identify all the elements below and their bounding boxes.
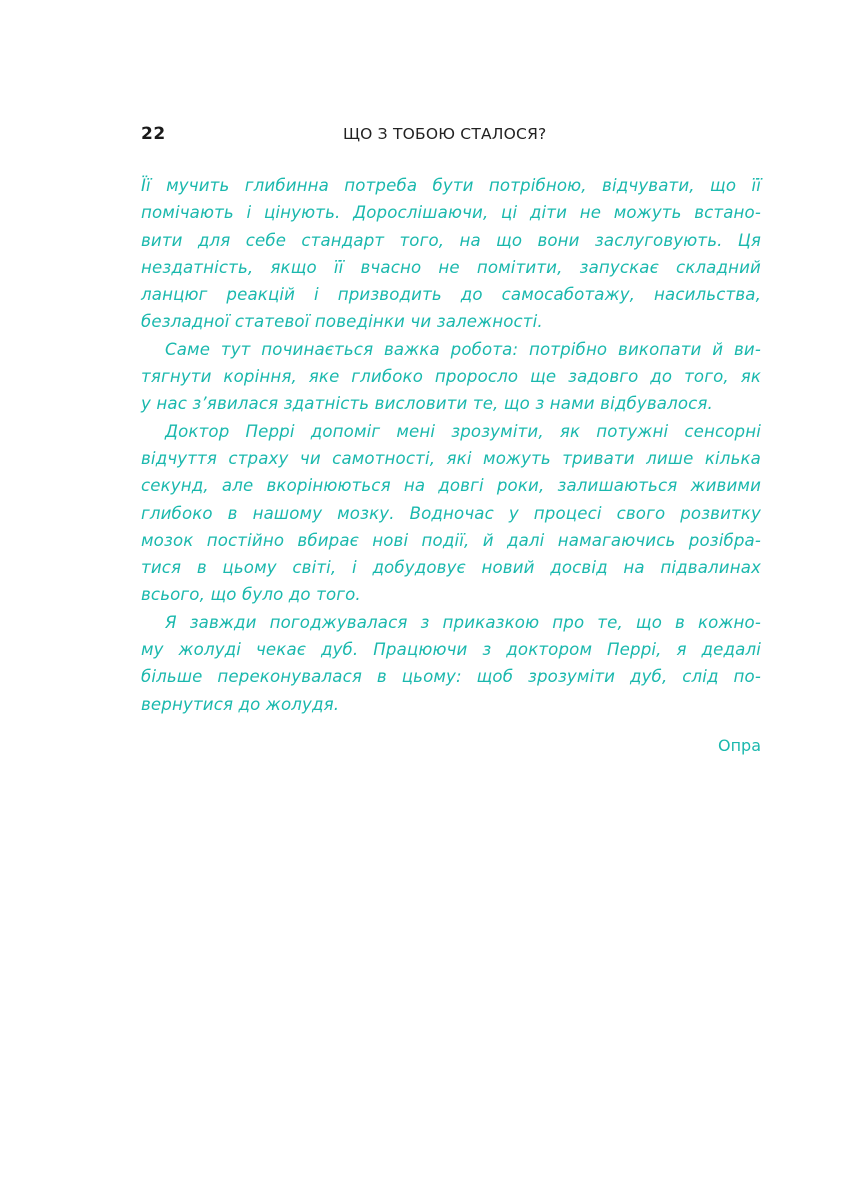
paragraph-1 <box>141 172 761 336</box>
text-line: Саме тут починається важка робота: потрібно викопати й ви- <box>165 339 761 359</box>
running-title: ЩО З ТОБОЮ СТАЛОСЯ? <box>343 125 547 143</box>
page-number: 22 <box>141 124 166 144</box>
body-text <box>141 172 761 718</box>
text-line: у нас з’явилася здатність висловити те, що з нами відбувалося. <box>141 394 713 414</box>
text-line: му жолуді чекає дуб. Працюючи з доктором Перрі, я дедалі <box>141 640 761 660</box>
text-line: секунд, але вкорінюються на довгі роки, залишаються живими <box>141 476 761 496</box>
text-line: безладної статевої поведінки чи залежності. <box>141 312 543 332</box>
page-header <box>141 124 761 148</box>
signature: Опра <box>717 736 761 755</box>
paragraph-2 <box>141 336 761 418</box>
text-line: вити для себе стандарт того, на що вони заслуговують. Ця <box>141 230 761 250</box>
text-line: Доктор Перрі допоміг мені зрозуміти, як потужні сенсорні <box>165 421 761 441</box>
text-line: нездатність, якщо її вчасно не помітити, запускає складний <box>141 257 761 277</box>
text-line: всього, що було до того. <box>141 585 361 605</box>
text-line: Я завжди погоджувалася з приказкою про те, що в кожно- <box>165 612 761 632</box>
paragraph-3 <box>141 418 761 609</box>
text-line: відчуття страху чи самотності, які можуть тривати лише кілька <box>141 448 761 468</box>
text-line: помічають і цінують. Дорослішаючи, ці діти не можуть встано- <box>141 203 761 223</box>
text-line: вернутися до жолудя. <box>141 694 340 714</box>
text-line: глибоко в нашому мозку. Водночас у процесі свого розвитку <box>141 503 761 523</box>
text-line: Її мучить глибинна потреба бути потрібною, відчувати, що її <box>141 176 761 195</box>
text-line: ланцюг реакцій і призводить до самосаботажу, насильства, <box>141 285 761 305</box>
text-line: тися в цьому світі, і добудовує новий досвід на підвалинах <box>141 558 761 578</box>
text-line: більше переконувалася в цьому: щоб зрозуміти дуб, слід по- <box>141 667 761 687</box>
text-line: тягнути коріння, яке глибоко проросло ще задовго до того, як <box>141 367 761 387</box>
paragraph-4 <box>141 609 761 718</box>
text-line: мозок постійно вбирає нові події, й далі намагаючись розібра- <box>141 530 761 550</box>
